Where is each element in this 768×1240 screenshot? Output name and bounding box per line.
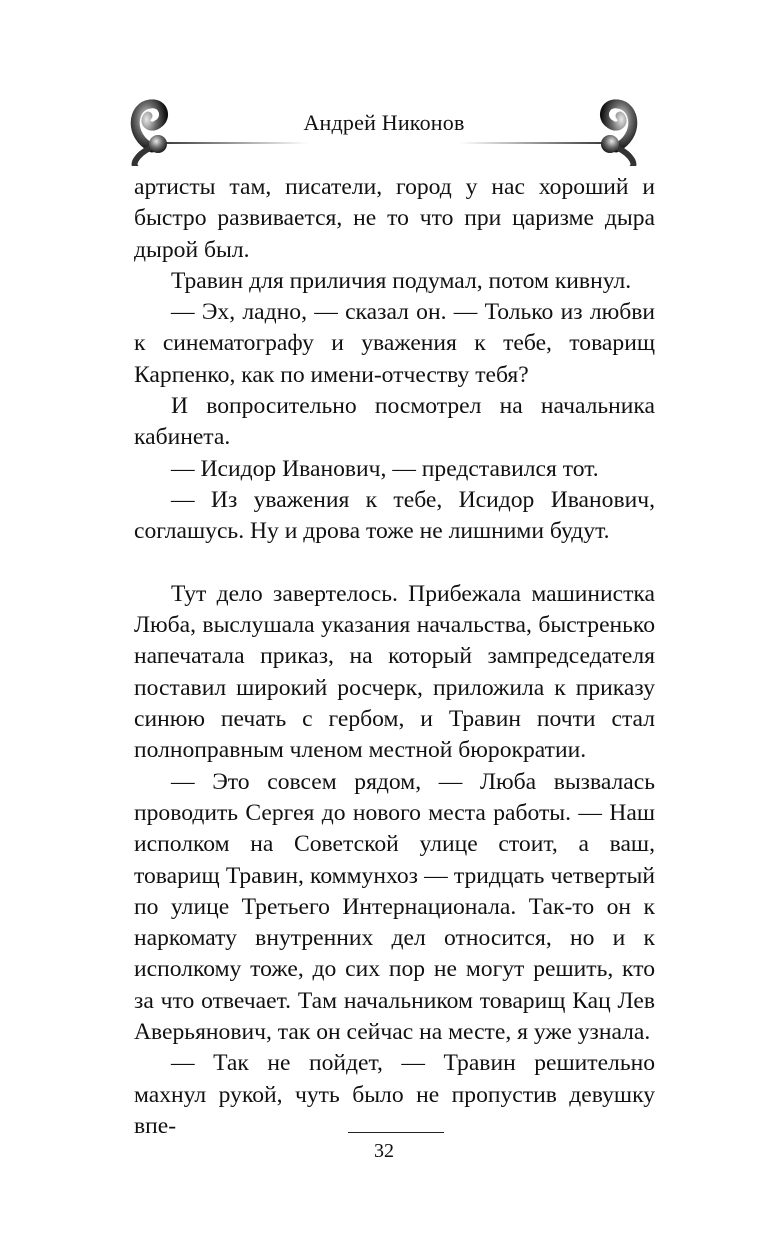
section-break [134, 548, 655, 579]
paragraph: артисты там, писатели, город у нас хороший и быстро развивается, не то что при царизме дыра дырой был. [134, 174, 655, 263]
paragraph: — Исидор Иванович, — представился тот. [171, 455, 599, 482]
paragraph: — Из уважения к тебе, Исидор Иванович, соглашусь. Ну и дрова тоже не лишними будут. [134, 486, 655, 545]
body-text [134, 172, 655, 1142]
footer-rule [348, 1132, 444, 1133]
page-number: 32 [374, 1140, 394, 1162]
running-header [0, 72, 768, 172]
swirl-ornament-icon [410, 96, 650, 166]
paragraph: Тут дело завертелось. Прибежала машинистка Люба, выслушала указания начальства, быстренько напечатала приказ, на который зампредседателя поставил широкий росчерк, приложила к приказу синюю печать с гербом, и Травин почти стал полноправным членом местной бюрократии. [134, 580, 655, 764]
paragraph: Травин для приличия подумал, потом кивнул. [171, 267, 632, 294]
paragraph: — Это совсем рядом, — Люба вызвалась проводить Сергея до нового места работы. — Наш исполком на Советской улице стоит, а ваш, товарищ Травин, коммунхоз — тридцать четвертый по улице Третьего Интернационала. Так-то он к наркомату внутренних дел относится, но и к исполкому тоже, до сих пор не могут решить, кто за что отвечает. Там начальником товарищ Кац Лев Аверьянович, так он сейчас на месте, я уже узнала. [134, 768, 655, 1046]
paragraph: И вопросительно посмотрел на начальника кабинета. [134, 393, 655, 451]
paragraph: — Так не пойдет, — Травин решительно махнул рукой, чуть было не пропустив девушку впе- [134, 1050, 655, 1139]
running-head-author: Андрей Никонов [303, 110, 465, 135]
paragraph: — Эх, ладно, — сказал он. — Только из любви к синематографу и уважения к тебе, товарищ Карпенко, как по имени-отчеству тебя? [134, 299, 655, 388]
